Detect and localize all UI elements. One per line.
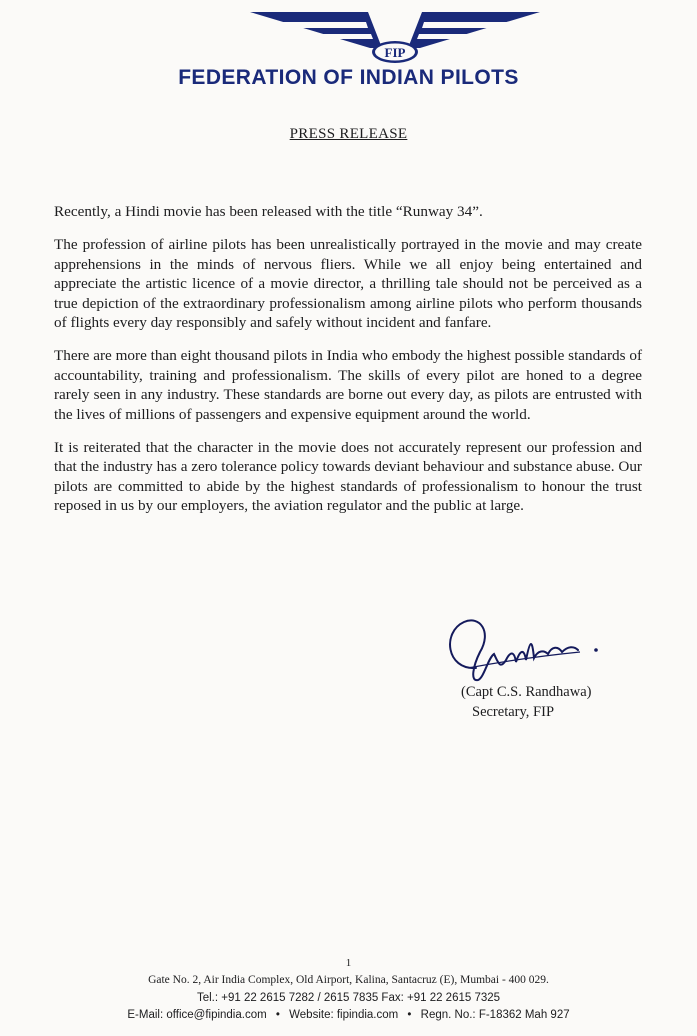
- page-title: PRESS RELEASE: [289, 126, 408, 142]
- signatory-name: (Capt C.S. Randhawa): [461, 684, 592, 700]
- handwritten-signature: [440, 610, 620, 690]
- paragraph: It is reiterated that the character in the movie does not accurately represent our profession and that the industry has a zero tolerance policy towards deviant behaviour and substance abuse. Our pilots are committed to abide by the highest standards of professionalism to honour the trust reposed in us by our employers, the aviation regulator and the public at large.: [54, 439, 642, 515]
- footer-address: Gate No. 2, Air India Complex, Old Airport, Kalina, Santacruz (E), Mumbai - 400 029.: [148, 974, 549, 986]
- footer-email: E-Mail: office@fipindia.com: [127, 1009, 267, 1021]
- footer-registration: Regn. No.: F-18362 Mah 927: [420, 1009, 570, 1021]
- signatory-role: Secretary, FIP: [472, 704, 555, 720]
- bullet-separator: •: [275, 1009, 280, 1021]
- letterhead: [0, 0, 697, 100]
- organization-name: FEDERATION OF INDIAN PILOTS: [178, 66, 519, 89]
- logo-text: FIP: [384, 45, 406, 60]
- fip-wings-logo: [250, 8, 540, 68]
- footer-website: Website: fipindia.com: [289, 1009, 399, 1021]
- paragraph: The profession of airline pilots has been unrealistically portrayed in the movie and may create apprehensions in the minds of nervous fliers. While we all enjoy being entertained and appreciate the artistic licence of a movie director, a thrilling tale should not be perceived as a true depiction of the extraordinary professionalism among airline pilots who perform thousands of flights every day responsibly and safely without incident and fanfare.: [54, 236, 642, 332]
- bullet-separator: •: [407, 1009, 412, 1021]
- footer-contact-line: [0, 1009, 697, 1021]
- paragraph: Recently, a Hindi movie has been released with the title “Runway 34”.: [54, 203, 483, 220]
- press-release-body: [54, 202, 642, 530]
- paragraph: There are more than eight thousand pilots in India who embody the highest possible standards of accountability, training and professionalism. The skills of every pilot are honed to a degree rarely seen in any industry. These standards are borne out every day, as pilots are entrusted with the lives of millions of passengers and expensive equipment around the world.: [54, 347, 642, 423]
- page-number: 1: [345, 957, 352, 969]
- footer-phone-fax: Tel.: +91 22 2615 7282 / 2615 7835 Fax: +91 22 2615 7325: [196, 992, 501, 1004]
